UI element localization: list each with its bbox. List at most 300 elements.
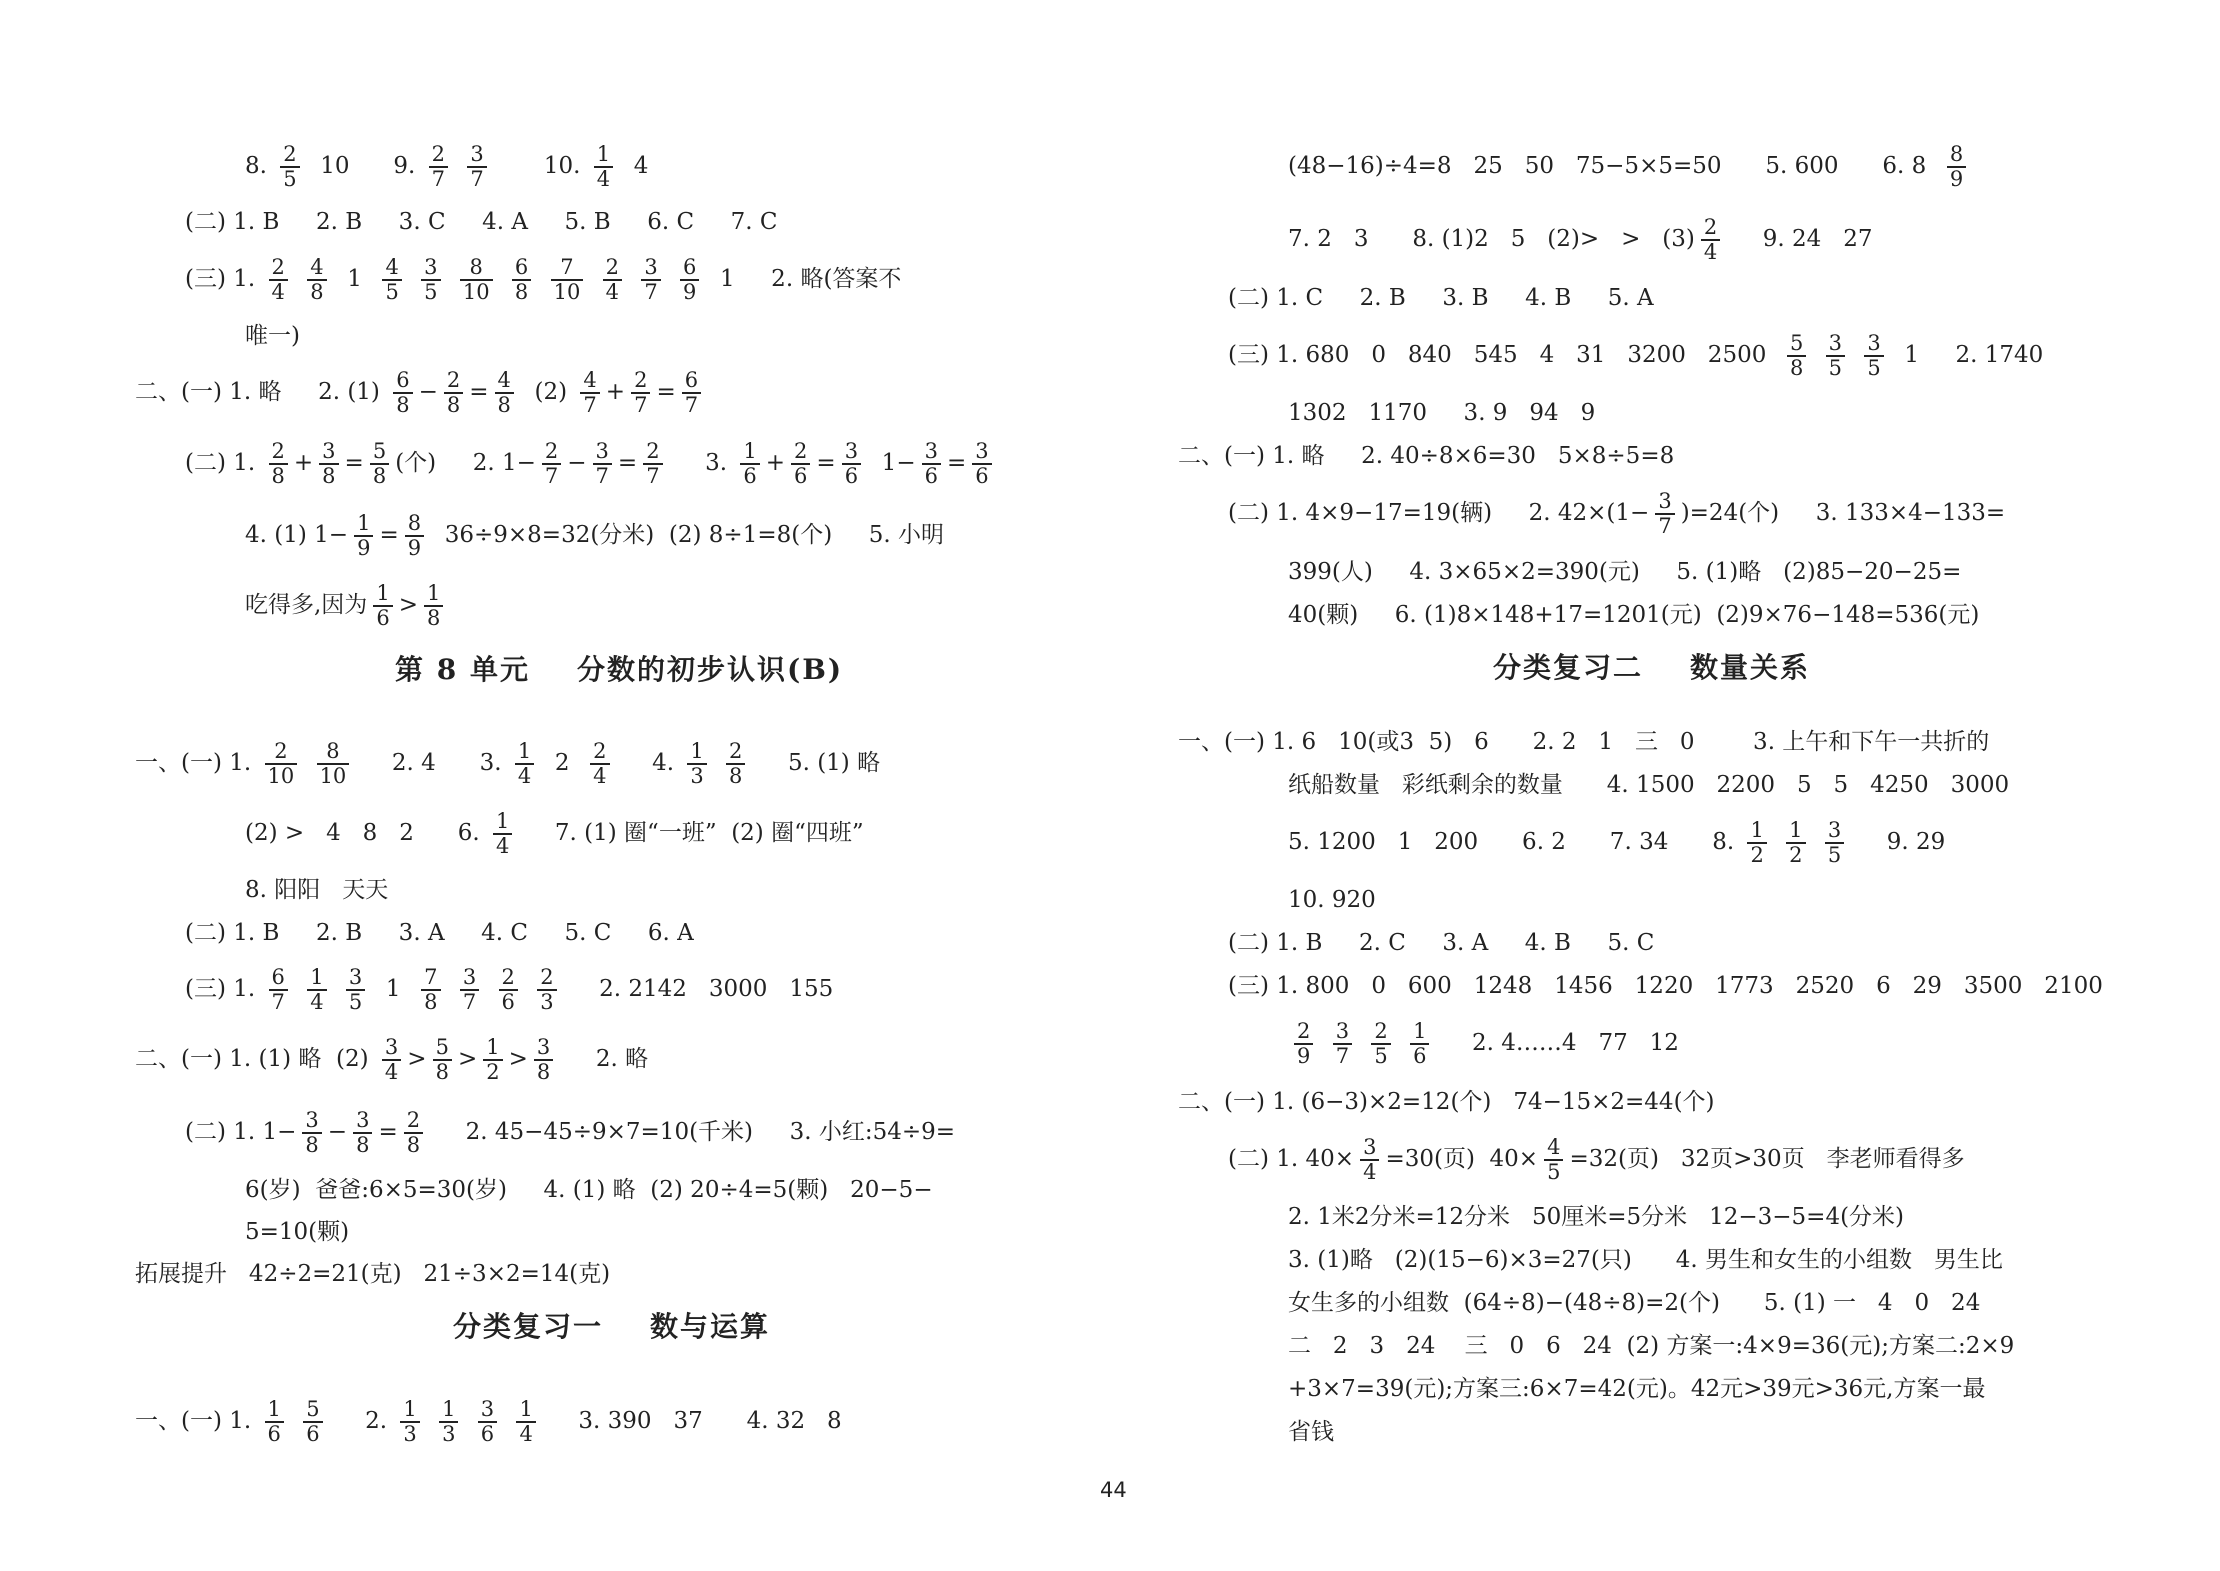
fraction-denominator: 8 bbox=[302, 1132, 321, 1157]
fraction bbox=[594, 143, 613, 191]
fraction bbox=[370, 440, 389, 488]
answer-text bbox=[426, 1410, 433, 1433]
fraction-denominator: 8 bbox=[512, 279, 531, 304]
fraction-denominator: 4 bbox=[382, 1059, 401, 1084]
fraction-denominator: 6 bbox=[265, 1421, 284, 1446]
answer-line bbox=[1288, 601, 1980, 628]
answer-line bbox=[1228, 972, 2103, 999]
fraction-numerator: 3 bbox=[1867, 331, 1881, 355]
answer-line bbox=[245, 1218, 350, 1245]
fraction-denominator: 8 bbox=[421, 989, 440, 1014]
fraction bbox=[439, 1398, 458, 1446]
fraction bbox=[302, 1109, 321, 1157]
fraction-denominator: 8 bbox=[404, 1132, 423, 1157]
answer-text bbox=[290, 1410, 297, 1433]
answer-line bbox=[1228, 490, 2005, 538]
answer-text: 吃得多,因为 bbox=[245, 592, 368, 619]
fraction-denominator: 7 bbox=[1655, 513, 1674, 538]
fraction bbox=[515, 740, 534, 788]
fraction-denominator: 7 bbox=[682, 392, 701, 417]
answer-text: 3. (1)略 (2)(15−6)×3=27(只) 4. 男生和女生的小组数 男生比 bbox=[1288, 1246, 2003, 1273]
fraction-numerator: 2 bbox=[1297, 1019, 1311, 1043]
answer-line bbox=[1288, 1375, 1986, 1402]
answer-text: − bbox=[567, 450, 587, 477]
answer-line bbox=[1228, 332, 2043, 380]
fraction-denominator: 7 bbox=[269, 989, 288, 1014]
answer-line bbox=[185, 256, 901, 304]
answer-text bbox=[628, 268, 635, 291]
fraction bbox=[593, 440, 612, 488]
answer-text: 2. bbox=[328, 1408, 395, 1435]
fraction bbox=[1864, 332, 1883, 380]
fraction bbox=[495, 369, 514, 417]
answer-text: 8. 阳阳 天天 bbox=[245, 876, 389, 903]
fraction-numerator: 5 bbox=[306, 1397, 320, 1421]
fraction-denominator: 4 bbox=[590, 763, 609, 788]
fraction bbox=[551, 256, 584, 304]
answer-text: 4. (1) 1− bbox=[245, 522, 349, 549]
answer-text: =32(页) 32页>30页 李老师看得多 bbox=[1569, 1146, 1965, 1173]
answer-text: 一、(一) 1. 6 10(或3 5) 6 2. 2 1 三 0 3. 上午和下午一共折的 bbox=[1178, 728, 1990, 755]
answer-text: − bbox=[418, 379, 438, 406]
answer-text: 2. 略 bbox=[559, 1046, 649, 1073]
fraction-numerator: 3 bbox=[356, 1108, 370, 1132]
fraction-numerator: 2 bbox=[446, 368, 461, 392]
fraction-numerator: 1 bbox=[357, 511, 371, 535]
fraction bbox=[307, 256, 326, 304]
fraction bbox=[467, 143, 486, 191]
page-number: 44 bbox=[1100, 1478, 1127, 1502]
fraction-numerator: 2 bbox=[501, 965, 515, 989]
fraction-denominator: 7 bbox=[641, 279, 660, 304]
answer-text bbox=[503, 1410, 510, 1433]
answer-text: 拓展提升 42÷2=21(克) 21÷3×2=14(克) bbox=[135, 1260, 611, 1287]
fraction-numerator: 3 bbox=[1363, 1135, 1377, 1159]
answer-text: 399(人) 4. 3×65×2=390(元) 5. (1)略 (2)85−20−25= bbox=[1288, 558, 1962, 585]
fraction bbox=[1787, 332, 1806, 380]
answer-text: 唯一) bbox=[245, 322, 300, 349]
fraction-numerator: 2 bbox=[283, 142, 297, 166]
fraction bbox=[1826, 332, 1845, 380]
fraction-denominator: 8 bbox=[433, 1059, 452, 1084]
answer-line bbox=[245, 810, 864, 858]
answer-text bbox=[537, 268, 544, 291]
answer-text: 5=10(颗) bbox=[245, 1218, 350, 1245]
fraction-numerator: 1 bbox=[486, 1035, 500, 1059]
fraction bbox=[1544, 1136, 1563, 1184]
fraction bbox=[421, 966, 440, 1014]
answer-text: )=24(个) 3. 133×4−133= bbox=[1680, 500, 2006, 527]
fraction-denominator: 8 bbox=[370, 463, 389, 488]
answer-line bbox=[1288, 819, 1945, 867]
answer-text bbox=[499, 268, 506, 291]
fraction-numerator: 5 bbox=[1789, 331, 1804, 355]
fraction-denominator: 8 bbox=[424, 605, 443, 630]
fraction-denominator: 6 bbox=[791, 463, 810, 488]
fraction-numerator: 4 bbox=[497, 368, 511, 392]
fraction-denominator: 5 bbox=[1371, 1043, 1390, 1068]
answer-line bbox=[245, 1176, 933, 1203]
fraction-denominator: 5 bbox=[1825, 842, 1844, 867]
answer-text: (2) bbox=[519, 379, 575, 406]
fraction bbox=[393, 369, 412, 417]
fraction-numerator: 3 bbox=[462, 965, 477, 989]
answer-line bbox=[1288, 143, 1972, 191]
fraction-numerator: 1 bbox=[442, 1397, 456, 1421]
fraction bbox=[1701, 216, 1720, 264]
fraction-numerator: 2 bbox=[605, 255, 619, 279]
fraction bbox=[265, 740, 298, 788]
fraction-denominator: 4 bbox=[603, 279, 622, 304]
answer-line bbox=[135, 740, 880, 788]
fraction bbox=[429, 143, 448, 191]
answer-line bbox=[1288, 399, 1596, 426]
answer-text: = bbox=[617, 450, 638, 477]
answer-line bbox=[135, 369, 707, 417]
answer-text: + bbox=[293, 450, 314, 477]
fraction-denominator: 6 bbox=[499, 989, 518, 1014]
fraction bbox=[682, 369, 701, 417]
fraction-numerator: 2 bbox=[646, 439, 660, 463]
answer-text: (二) 1. B 2. B 3. A 4. C 5. C 6. A bbox=[185, 919, 694, 946]
answer-text: 10. 920 bbox=[1288, 886, 1376, 913]
fraction-denominator: 2 bbox=[1747, 842, 1766, 867]
fraction bbox=[1947, 143, 1966, 191]
fraction bbox=[534, 1036, 553, 1084]
answer-text: 6(岁) 爸爸:6×5=30(岁) 4. (1) 略 (2) 20÷4=5(颗) 20−5− bbox=[245, 1176, 933, 1203]
answer-line bbox=[185, 966, 833, 1014]
fraction bbox=[346, 966, 365, 1014]
fraction-numerator: 1 bbox=[690, 739, 704, 763]
answer-text: 1− bbox=[867, 450, 916, 477]
fraction bbox=[265, 1398, 284, 1446]
fraction bbox=[460, 966, 479, 1014]
fraction bbox=[433, 1036, 452, 1084]
fraction-denominator: 4 bbox=[269, 279, 288, 304]
fraction-denominator: 5 bbox=[346, 989, 365, 1014]
answer-text: 2 bbox=[540, 750, 585, 777]
answer-text bbox=[524, 978, 531, 1001]
fraction-numerator: 1 bbox=[403, 1397, 417, 1421]
fraction bbox=[922, 440, 941, 488]
answer-text: (二) 1. C 2. B 3. B 4. B 5. A bbox=[1228, 284, 1654, 311]
answer-text: 7. (1) 圈“一班” (2) 圈“四班” bbox=[518, 820, 864, 847]
answer-text: 二、(一) 1. 略 2. 40÷8×6=30 5×8÷5=8 bbox=[1178, 442, 1675, 469]
fraction bbox=[842, 440, 861, 488]
answer-text bbox=[1773, 831, 1780, 854]
fraction bbox=[1410, 1020, 1429, 1068]
fraction-denominator: 8 bbox=[444, 392, 463, 417]
fraction-numerator: 5 bbox=[435, 1035, 449, 1059]
answer-line bbox=[1178, 728, 1990, 755]
answer-text: (二) 1. bbox=[185, 450, 263, 477]
fraction-denominator: 10 bbox=[551, 279, 584, 304]
fraction bbox=[580, 369, 599, 417]
fraction-denominator: 3 bbox=[687, 763, 706, 788]
answer-text: 二、(一) 1. (6−3)×2=12(个) 74−15×2=44(个) bbox=[1178, 1088, 1715, 1115]
fraction-denominator: 8 bbox=[307, 279, 326, 304]
fraction-denominator: 4 bbox=[594, 166, 613, 191]
fraction-denominator: 8 bbox=[393, 392, 412, 417]
answer-text: 二 2 3 24 三 0 6 24 (2) 方案一:4×9=36(元);方案二:2×9 bbox=[1288, 1332, 2015, 1359]
answer-text: > bbox=[407, 1046, 427, 1073]
fraction-numerator: 8 bbox=[1949, 142, 1964, 166]
fraction bbox=[317, 740, 350, 788]
section-title: 分类复习二 数量关系 bbox=[1493, 651, 1810, 684]
fraction bbox=[1825, 819, 1844, 867]
fraction-numerator: 1 bbox=[743, 439, 757, 463]
fraction bbox=[680, 256, 699, 304]
answer-line bbox=[245, 582, 449, 630]
fraction-numerator: 6 bbox=[396, 368, 410, 392]
answer-text bbox=[454, 155, 461, 178]
fraction-denominator: 7 bbox=[542, 463, 561, 488]
fraction-numerator: 3 bbox=[384, 1035, 399, 1059]
fraction-numerator: 2 bbox=[729, 739, 743, 763]
answer-text: 10 9. bbox=[305, 153, 423, 180]
fraction-numerator: 3 bbox=[1335, 1019, 1350, 1043]
answer-text: (48−16)÷4=8 25 50 75−5×5=50 5. 600 6. 8 bbox=[1288, 153, 1941, 180]
fraction-denominator: 8 bbox=[534, 1059, 553, 1084]
fraction-numerator: 3 bbox=[424, 255, 438, 279]
answer-text: 1 2. 1740 bbox=[1889, 342, 2044, 369]
fraction bbox=[590, 740, 609, 788]
fraction-denominator: 4 bbox=[1360, 1159, 1379, 1184]
fraction-denominator: 8 bbox=[353, 1132, 372, 1157]
fraction bbox=[405, 512, 424, 560]
fraction-numerator: 3 bbox=[470, 142, 484, 166]
fraction-denominator: 8 bbox=[269, 463, 288, 488]
fraction-numerator: 1 bbox=[517, 739, 532, 763]
fraction-denominator: 9 bbox=[354, 535, 373, 560]
answer-line bbox=[1288, 886, 1376, 913]
answer-text: 纸船数量 彩纸剩余的数量 4. 1500 2200 5 5 4250 3000 bbox=[1288, 771, 2010, 798]
answer-text: 9. 29 bbox=[1850, 829, 1946, 856]
fraction-numerator: 1 bbox=[376, 581, 390, 605]
fraction-denominator: 10 bbox=[317, 763, 350, 788]
fraction bbox=[354, 512, 373, 560]
fraction bbox=[537, 966, 556, 1014]
answer-text bbox=[447, 268, 454, 291]
answer-text: 40(颗) 6. (1)8×148+17=1201(元) (2)9×76−148=536(元) bbox=[1288, 601, 1980, 628]
answer-text: = bbox=[378, 1119, 398, 1146]
fraction-numerator: 3 bbox=[480, 1397, 495, 1421]
fraction bbox=[1360, 1136, 1379, 1184]
answer-text: 4. bbox=[615, 750, 682, 777]
fraction-numerator: 2 bbox=[431, 142, 446, 166]
fraction-denominator: 9 bbox=[680, 279, 699, 304]
fraction-denominator: 8 bbox=[1787, 355, 1806, 380]
answer-text: 一、(一) 1. bbox=[135, 1408, 259, 1435]
answer-text: = bbox=[656, 379, 676, 406]
fraction bbox=[643, 440, 662, 488]
fraction-denominator: 7 bbox=[631, 392, 650, 417]
fraction bbox=[269, 966, 288, 1014]
answer-text: (三) 1. 800 0 600 1248 1456 1220 1773 2520 6 29 3500 2100 bbox=[1228, 972, 2103, 999]
answer-line bbox=[185, 919, 694, 946]
fraction-denominator: 5 bbox=[1544, 1159, 1563, 1184]
fraction bbox=[641, 256, 660, 304]
answer-text: 8. bbox=[245, 153, 275, 180]
fraction-numerator: 3 bbox=[595, 439, 609, 463]
answer-text bbox=[447, 978, 454, 1001]
fraction-numerator: 4 bbox=[310, 255, 324, 279]
answer-text: 36÷9×8=32(分米) (2) 8÷1=8(个) 5. 小明 bbox=[430, 522, 944, 549]
fraction bbox=[307, 966, 326, 1014]
answer-text bbox=[408, 268, 415, 291]
fraction bbox=[353, 1109, 372, 1157]
answer-line bbox=[1288, 558, 1962, 585]
answer-text: 9. 24 27 bbox=[1726, 226, 1873, 253]
fraction-numerator: 5 bbox=[372, 439, 387, 463]
answer-text: (二) 1. 40× bbox=[1228, 1146, 1355, 1173]
fraction-denominator: 7 bbox=[593, 463, 612, 488]
answer-text: 1 2. 略(答案不 bbox=[705, 266, 902, 293]
answer-text: = bbox=[816, 450, 836, 477]
fraction-denominator: 7 bbox=[460, 989, 479, 1014]
fraction bbox=[493, 810, 512, 858]
fraction bbox=[400, 1398, 419, 1446]
answer-text: 1302 1170 3. 9 94 9 bbox=[1288, 399, 1596, 426]
answer-text bbox=[294, 978, 301, 1001]
fraction-denominator: 5 bbox=[1864, 355, 1883, 380]
fraction bbox=[1294, 1020, 1313, 1068]
fraction-numerator: 2 bbox=[271, 439, 285, 463]
answer-text: (个) 2. 1− bbox=[395, 450, 536, 477]
fraction bbox=[478, 1398, 497, 1446]
fraction-numerator: 7 bbox=[560, 255, 574, 279]
fraction-numerator: 3 bbox=[924, 439, 938, 463]
answer-text bbox=[294, 268, 301, 291]
fraction-denominator: 6 bbox=[303, 1421, 322, 1446]
answer-text: 二、(一) 1. 略 2. (1) bbox=[135, 379, 388, 406]
fraction-denominator: 5 bbox=[1826, 355, 1845, 380]
answer-line bbox=[135, 1260, 611, 1287]
fraction bbox=[269, 256, 288, 304]
answer-text bbox=[485, 978, 492, 1001]
fraction-numerator: 1 bbox=[495, 809, 510, 833]
fraction-denominator: 6 bbox=[740, 463, 759, 488]
fraction-denominator: 3 bbox=[400, 1421, 419, 1446]
answer-text: = bbox=[946, 450, 967, 477]
answer-line bbox=[245, 512, 944, 560]
fraction-numerator: 4 bbox=[385, 255, 399, 279]
fraction bbox=[687, 740, 706, 788]
fraction bbox=[269, 440, 288, 488]
answer-text: = bbox=[379, 522, 399, 549]
answer-text: (三) 1. 680 0 840 545 4 31 3200 2500 bbox=[1228, 342, 1781, 369]
fraction bbox=[1333, 1020, 1352, 1068]
fraction-denominator: 10 bbox=[460, 279, 493, 304]
fraction bbox=[726, 740, 745, 788]
fraction-numerator: 2 bbox=[540, 965, 554, 989]
answer-text: (二) 1. 1− bbox=[185, 1119, 297, 1146]
answer-text: 女生多的小组数 (64÷8)−(48÷8)=2(个) 5. (1) 一 4 0 24 bbox=[1288, 1289, 1981, 1316]
fraction-denominator: 2 bbox=[483, 1059, 502, 1084]
fraction bbox=[631, 369, 650, 417]
answer-text bbox=[333, 978, 340, 1001]
fraction-numerator: 6 bbox=[514, 255, 529, 279]
answer-text: 2. 2142 3000 155 bbox=[562, 976, 834, 1003]
fraction bbox=[373, 582, 392, 630]
fraction bbox=[404, 1109, 423, 1157]
fraction-denominator: 4 bbox=[1701, 239, 1720, 264]
answer-text: 一、(一) 1. bbox=[135, 750, 259, 777]
answer-text: (二) 1. 4×9−17=19(辆) 2. 42×(1− bbox=[1228, 500, 1650, 527]
answer-text: 1 bbox=[332, 266, 377, 293]
fraction-denominator: 7 bbox=[429, 166, 448, 191]
fraction-denominator: 3 bbox=[537, 989, 556, 1014]
answer-text: 2. 45−45÷9×7=10(千米) 3. 小红:54÷9= bbox=[429, 1119, 956, 1146]
answer-text bbox=[713, 752, 720, 775]
fraction-denominator: 4 bbox=[307, 989, 326, 1014]
answer-text: (二) 1. B 2. C 3. A 4. B 5. C bbox=[1228, 929, 1655, 956]
fraction-numerator: 2 bbox=[1703, 215, 1718, 239]
fraction-numerator: 6 bbox=[683, 255, 697, 279]
fraction-numerator: 3 bbox=[975, 439, 989, 463]
fraction bbox=[542, 440, 561, 488]
answer-text: (2) > 4 8 2 6. bbox=[245, 820, 487, 847]
answer-text bbox=[1397, 1032, 1404, 1055]
fraction-numerator: 1 bbox=[310, 965, 324, 989]
fraction bbox=[1371, 1020, 1390, 1068]
fraction-numerator: 3 bbox=[1828, 331, 1843, 355]
answer-text: 1 bbox=[371, 976, 416, 1003]
answer-text: = bbox=[344, 450, 364, 477]
fraction-denominator: 7 bbox=[643, 463, 662, 488]
fraction-numerator: 2 bbox=[406, 1108, 421, 1132]
fraction-numerator: 3 bbox=[322, 439, 336, 463]
answer-text bbox=[589, 268, 596, 291]
fraction-denominator: 4 bbox=[516, 1421, 535, 1446]
fraction-numerator: 2 bbox=[593, 739, 607, 763]
answer-text: 5. 1200 1 200 6. 2 7. 34 8. bbox=[1288, 829, 1742, 856]
fraction-denominator: 4 bbox=[493, 833, 512, 858]
fraction-numerator: 4 bbox=[583, 368, 597, 392]
fraction-numerator: 3 bbox=[348, 965, 363, 989]
answer-text bbox=[1851, 344, 1858, 367]
fraction-numerator: 3 bbox=[644, 255, 658, 279]
answer-text: 7. 2 3 8. (1)2 5 (2)> > (3) bbox=[1288, 226, 1695, 253]
fraction bbox=[499, 966, 518, 1014]
fraction bbox=[483, 1036, 502, 1084]
fraction bbox=[516, 1398, 535, 1446]
fraction-denominator: 5 bbox=[421, 279, 440, 304]
fraction-denominator: 7 bbox=[580, 392, 599, 417]
fraction-numerator: 1 bbox=[519, 1397, 533, 1421]
answer-line bbox=[245, 322, 300, 349]
answer-line bbox=[185, 208, 778, 235]
answer-line bbox=[135, 1036, 648, 1084]
fraction-denominator: 5 bbox=[280, 166, 299, 191]
answer-text: =30(页) 40× bbox=[1385, 1146, 1539, 1173]
fraction-denominator: 6 bbox=[478, 1421, 497, 1446]
fraction bbox=[460, 256, 493, 304]
answer-line bbox=[1288, 1246, 2003, 1273]
fraction-denominator: 7 bbox=[1333, 1043, 1352, 1068]
fraction bbox=[280, 143, 299, 191]
answer-text: 2. 1米2分米=12分米 50厘米=5分米 12−3−5=4(分米) bbox=[1288, 1203, 1905, 1230]
fraction-numerator: 3 bbox=[1658, 489, 1672, 513]
answer-text: > bbox=[457, 1046, 478, 1073]
fraction-numerator: 1 bbox=[426, 581, 441, 605]
fraction-numerator: 8 bbox=[469, 255, 483, 279]
answer-text: = bbox=[469, 379, 489, 406]
fraction bbox=[382, 1036, 401, 1084]
answer-line bbox=[1288, 771, 2010, 798]
answer-text: (二) 1. B 2. B 3. C 4. A 5. B 6. C 7. C bbox=[185, 208, 778, 235]
fraction-denominator: 7 bbox=[467, 166, 486, 191]
